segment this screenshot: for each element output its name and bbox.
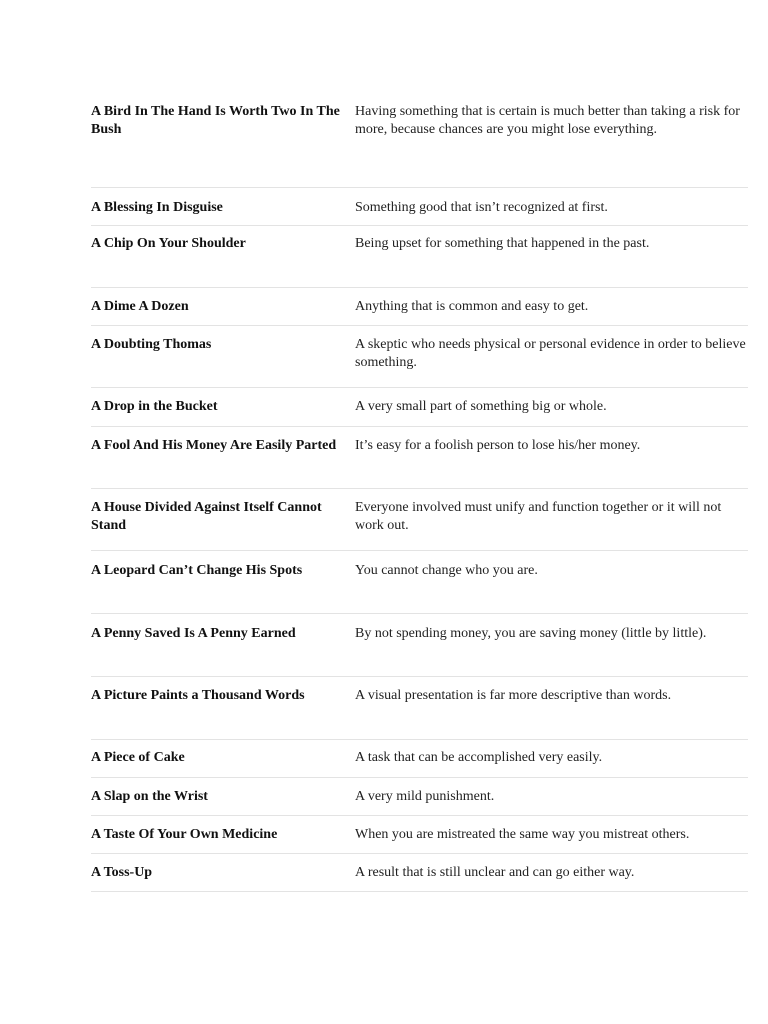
table-row bbox=[91, 187, 748, 226]
idiom-meaning: Everyone involved must unify and function together or it will not work out. bbox=[355, 500, 722, 533]
idiom-meaning: A very mild punishment. bbox=[355, 789, 495, 804]
idiom-phrase: A Slap on the Wrist bbox=[91, 789, 208, 804]
idiom-phrase: A Chip On Your Shoulder bbox=[91, 236, 246, 251]
idiom-phrase: A Doubting Thomas bbox=[91, 337, 212, 352]
idiom-meaning: A visual presentation is far more descriptive than words. bbox=[355, 688, 672, 703]
idiom-meaning: Anything that is common and easy to get. bbox=[355, 299, 589, 314]
table-row bbox=[91, 614, 748, 677]
idiom-meaning: You cannot change who you are. bbox=[355, 563, 538, 578]
idiom-phrase: A Penny Saved Is A Penny Earned bbox=[91, 626, 296, 641]
table-row bbox=[91, 101, 748, 187]
table-row bbox=[91, 288, 748, 326]
table-row bbox=[91, 388, 748, 427]
idiom-meaning: When you are mistreated the same way you mistreat others. bbox=[355, 827, 690, 842]
idiom-phrase: A Dime A Dozen bbox=[91, 299, 189, 314]
idiom-phrase: A Drop in the Bucket bbox=[91, 399, 218, 414]
idiom-phrase: A Toss-Up bbox=[91, 865, 153, 880]
table-row bbox=[91, 677, 748, 740]
table-row bbox=[91, 326, 748, 388]
idiom-meaning: It’s easy for a foolish person to lose his/her money. bbox=[355, 438, 641, 453]
table-row bbox=[91, 816, 748, 854]
table-row bbox=[91, 854, 748, 892]
idiom-meaning: Something good that isn’t recognized at first. bbox=[355, 200, 608, 215]
idiom-meaning: A result that is still unclear and can go either way. bbox=[355, 865, 635, 880]
idiom-phrase: A Bird In The Hand Is Worth Two In The Bush bbox=[91, 104, 340, 137]
table-row bbox=[91, 427, 748, 489]
idiom-phrase: A Blessing In Disguise bbox=[91, 200, 223, 215]
idiom-phrase: A Picture Paints a Thousand Words bbox=[91, 688, 305, 703]
idiom-phrase: A Leopard Can’t Change His Spots bbox=[91, 563, 303, 578]
table-row bbox=[91, 226, 748, 288]
idiom-meaning: By not spending money, you are saving money (little by little). bbox=[355, 626, 707, 641]
idiom-meaning: A very small part of something big or whole. bbox=[355, 399, 607, 414]
idiom-meaning: A task that can be accomplished very easily. bbox=[355, 750, 603, 765]
table-row bbox=[91, 778, 748, 816]
table-row bbox=[91, 740, 748, 778]
idiom-phrase: A Taste Of Your Own Medicine bbox=[91, 827, 278, 842]
idiom-meaning: Having something that is certain is much better than taking a risk for more, because chances are you might lose everything. bbox=[355, 104, 740, 137]
idiom-meaning: Being upset for something that happened in the past. bbox=[355, 236, 650, 251]
idiom-meaning: A skeptic who needs physical or personal evidence in order to believe something. bbox=[355, 337, 746, 370]
table-row bbox=[91, 551, 748, 614]
idiom-phrase: A House Divided Against Itself Cannot Stand bbox=[91, 500, 322, 533]
idiom-phrase: A Piece of Cake bbox=[91, 750, 185, 765]
idiom-phrase: A Fool And His Money Are Easily Parted bbox=[91, 438, 337, 453]
table-row bbox=[91, 489, 748, 551]
